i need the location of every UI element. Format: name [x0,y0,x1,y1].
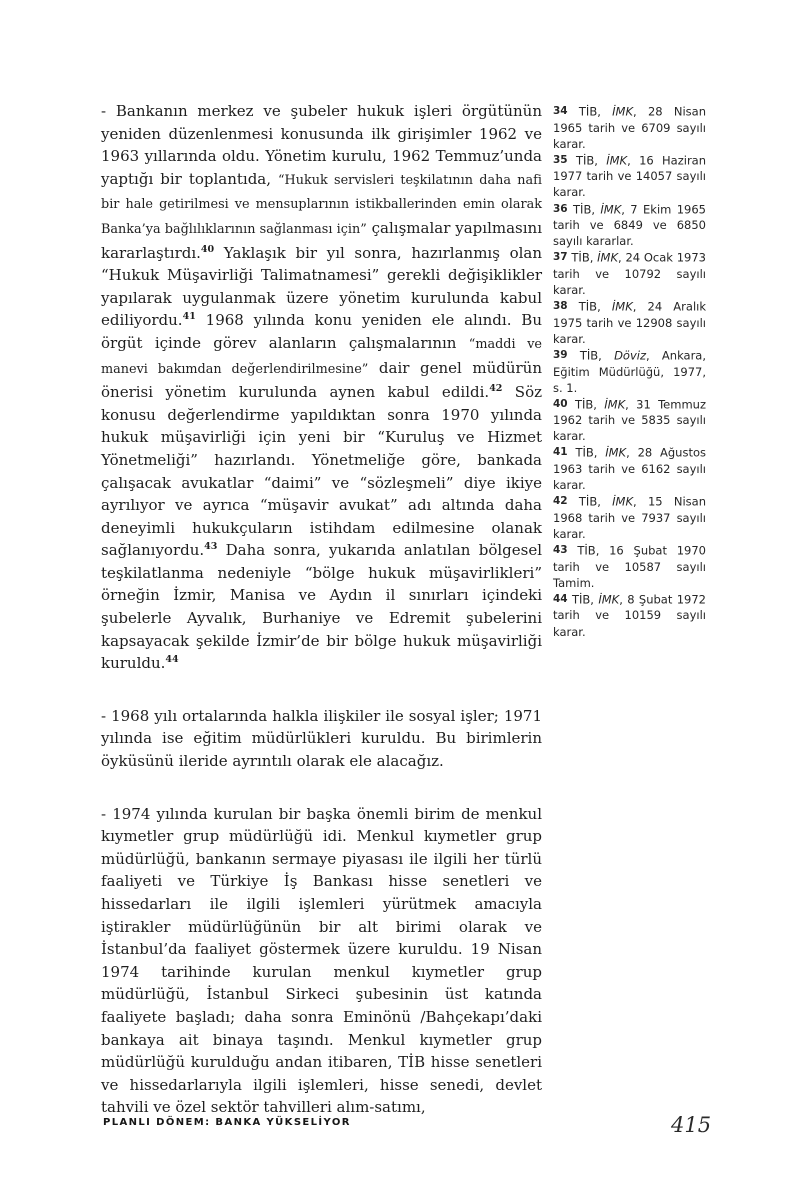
footnote-source-title: İMK [600,202,622,217]
footnote-text: TİB, [575,445,606,460]
paragraph [101,705,542,773]
footnote-source-title: İMK [598,592,620,607]
footnote-text: , Ankara, Eğitim Müdürlüğü, 1977, s. 1. [553,348,707,395]
footnote-number: 34 [553,105,568,117]
quoted-text: “maddi ve manevi bakımdan değerlendirilmesine” [101,336,542,377]
footnote-text: , 24 Aralık 1975 tarih ve 12908 sayılı karar. [553,299,706,346]
body-text: çalışmalar yapılmasını kararlaştırdı. [101,218,542,262]
footnote-source-title: İMK [612,104,634,119]
running-footer: PLANLI DÖNEM: BANKA YÜKSELİYOR [103,1117,351,1128]
footnote-number: 40 [553,397,568,410]
footnote-source-title: İMK [606,153,628,168]
footnote-number: 44 [553,592,568,605]
footnote-text: TİB, [573,202,601,217]
footnote-text: TİB, [572,592,599,607]
footnote-text: , 15 Nisan 1968 tarih ve 7937 sayılı karar. [553,494,706,541]
body-text: Daha sonra, yukarıda anlatılan bölgesel teşkilatlanma nedeniyle “bölge hukuk müşavirlikleri” örneğin İzmir, Manisa ve Aydın il sınırları içindeki şubelerle Ayvalık, Burhaniye ve Edremit şubelerini kapsayacak şekilde İzmir’de bir bölge hukuk müşavirliği kuruldu. [101,541,542,673]
paragraph [101,803,542,1119]
footnote-number: 41 [553,446,568,459]
body-text: - 1968 yılı ortalarında halkla ilişkiler ile sosyal işler; 1971 yılında ise eğitim müdürlükleri kuruldu. Bu birimlerin öyküsünü ileride ayrıntılı olarak ele alacağız. [101,706,542,771]
footnote-text: TİB, [578,299,612,314]
footnote-ref: 44 [165,654,179,666]
footnote-number: 39 [553,348,568,361]
footnote [553,542,706,591]
footnote-text: TİB, [578,494,613,509]
footnote-text: , 31 Temmuz 1962 tarih ve 5835 sayılı karar. [553,397,706,444]
footnote-text: TİB, [578,104,613,119]
footnote-text: TİB, [571,250,598,265]
footnote-text: TİB, [574,397,605,412]
footnote-text: TİB, [579,348,615,363]
page-number: 415 [671,1113,712,1137]
quoted-text: “Hukuk servisleri teşkilatının daha nafi bir hale getirilmesi ve mensuplarının istikballerinden emin olarak Banka’ya bağlılıklarının sağlanması için” [101,172,542,237]
footnote-number: 43 [553,544,568,557]
footnote [553,249,706,298]
body-text-column [101,100,542,1149]
body-text: Yaklaşık bir yıl sonra, hazırlanmış olan “Hukuk Müşavirliği Talimatnamesi” gerekli değişiklikler yapılarak uygulanmak üzere yönetim kurulunda kabul ediliyordu. [101,243,542,330]
footnote-source-title: Döviz [614,348,647,363]
footnote-number: 37 [553,251,568,264]
footnote-text: , 16 Haziran 1977 tarih ve 14057 sayılı karar. [553,153,707,200]
footnote [553,493,706,542]
footnote [553,591,706,640]
body-text: - 1974 yılında kurulan bir başka önemli birim de menkul kıymetler grup müdürlüğü idi. Menkul kıymetler grup müdürlüğü, bankanın sermaye piyasası ile ilgili her türlü faaliyeti ve Türkiye İş Bankası hisse senetleri ve hissedarları ile ilgili işlemleri yürütmek amacıyla iştirakler müdürlüğünün bir alt birimi olarak ve İstanbul’da faaliyet göstermek üzere kuruldu. 19 Nisan 1974 tarihinde kurulan menkul kıymetler grup müdürlüğü, İstanbul Sirkeci şubesinin üst katında faaliyete başladı; daha sonra Eminönü /Bahçekapı’daki bankaya ait binaya taşındı. Menkul kıymetler grup müdürlüğü kurulduğu andan itibaren, TİB hisse senetleri ve hissedarlarıyla ilgili işlemleri, hisse senedi, devlet tahvili ve özel sektör tahvilleri alım-satımı, [101,804,542,1117]
footnote-text: , 8 Şubat 1972 tarih ve 10159 sayılı karar. [553,592,706,639]
footnote [553,347,706,396]
footnote-text: , 28 Ağustos 1963 tarih ve 6162 sayılı karar. [553,445,706,493]
footnote-source-title: İMK [597,250,619,265]
footnote-ref: 42 [489,383,503,395]
footnote [553,103,706,152]
footnote-text: , 28 Nisan 1965 tarih ve 6709 sayılı karar. [553,104,706,151]
footnote-number: 36 [553,202,568,215]
footnote [553,396,706,445]
footnote-source-title: İMK [604,397,626,412]
footnote-ref: 41 [182,311,196,323]
footnote [553,298,706,347]
footnote [553,201,706,250]
footnote-text: TİB, 16 Şubat 1970 tarih ve 10587 sayılı Tamim. [553,543,706,590]
footnote-number: 38 [553,300,568,313]
footnote-source-title: İMK [612,494,634,509]
footnote-number: 35 [553,153,568,166]
footnote [553,444,706,493]
footnote-source-title: İMK [605,445,627,460]
footnote-text: , 7 Ekim 1965 tarih ve 6849 ve 6850 sayılı kararlar. [553,202,707,249]
body-text: - Bankanın merkez ve şubeler hukuk işleri örgütünün yeniden düzenlenmesi konusunda ilk girişimler 1962 ve 1963 yıllarında oldu. Yönetim kurulu, 1962 Temmuz’unda yaptığı bir toplantıda, [101,102,542,188]
body-text: Söz konusu değerlendirme yapıldıktan sonra 1970 yılında hukuk müşavirliği için yeni bir “Kuruluş ve Hizmet Yönetmeliği” hazırlandı. Yönetmeliğe göre, bankada çalışacak avukatlar “daimi” ve “sözleşmeli” diye ikiye ayrılıyor ve ayrıca “müşavir avukat” adı altında daha deneyimli hukukçuların istihdam edilmesine olanak sağlanıyordu. [101,383,543,560]
footnote-text: , 24 Ocak 1973 tarih ve 10792 sayılı karar. [553,250,706,298]
body-text: dair genel müdürün önerisi yönetim kurulunda aynen kabul edildi. [101,358,542,402]
body-text: 1968 yılında konu yeniden ele alındı. Bu örgüt içinde görev alanların çalışmalarının [101,311,542,352]
footnotes-column [553,103,706,640]
footnote-source-title: İMK [611,299,633,314]
footnote-ref: 43 [204,541,218,553]
paragraph [101,100,542,675]
footnote-text: TİB, [575,153,607,168]
footnote-ref: 40 [200,243,215,255]
footnote [553,152,706,201]
footnote-number: 42 [553,495,568,508]
